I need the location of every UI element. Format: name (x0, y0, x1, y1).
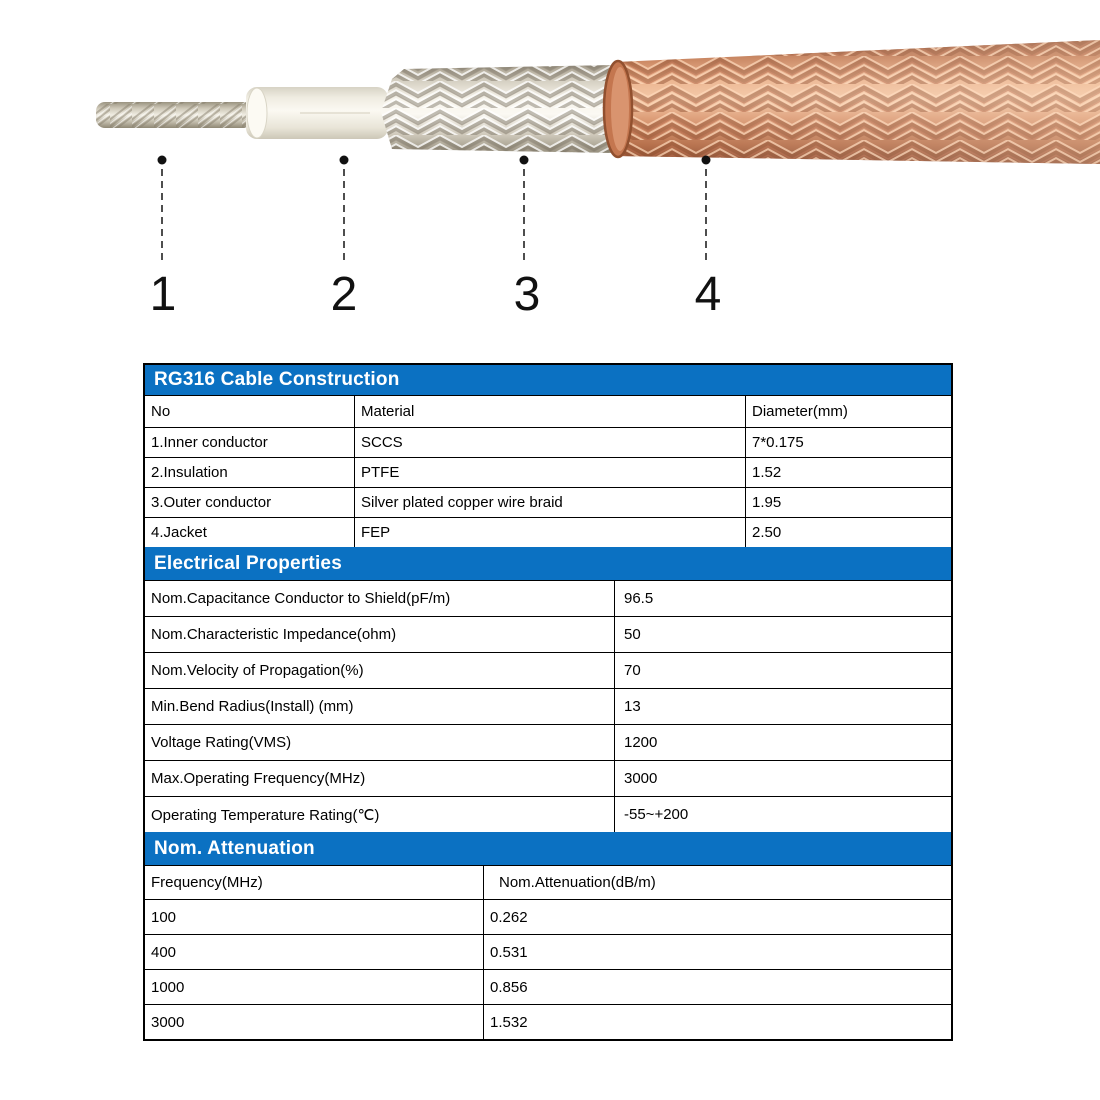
electrical-property-name: Nom.Characteristic Impedance(ohm) (151, 626, 397, 643)
construction-cell-no: 4.Jacket (151, 524, 207, 541)
attenuation-value: 0.856 (483, 970, 951, 1004)
callouts (150, 156, 722, 322)
attenuation-row (145, 969, 951, 1004)
electrical-property-value: -55~+200 (614, 797, 951, 832)
outer-conductor-braid-photo (381, 65, 616, 153)
callout-number: 4 (694, 268, 722, 321)
electrical-property-name: Operating Temperature Rating(℃) (151, 806, 380, 824)
construction-section-header: RG316 Cable Construction (145, 365, 951, 395)
electrical-section-header: Electrical Properties (145, 547, 951, 580)
construction-row (145, 517, 951, 547)
callout-dot (702, 156, 711, 165)
construction-cell-diameter: 1.95 (745, 488, 951, 517)
attenuation-value: 0.531 (483, 935, 951, 969)
electrical-property-value: 50 (614, 617, 951, 652)
electrical-row (145, 580, 951, 616)
attenuation-value: 0.262 (483, 900, 951, 934)
electrical-property-value: 70 (614, 653, 951, 688)
construction-header-row (145, 395, 951, 427)
electrical-property-value: 96.5 (614, 581, 951, 616)
construction-cell-material: PTFE (354, 458, 745, 487)
callout-number: 1 (149, 268, 177, 321)
construction-row (145, 457, 951, 487)
inner-conductor-photo (96, 102, 258, 128)
construction-cell-diameter: 1.52 (745, 458, 951, 487)
attenuation-frequency: 1000 (151, 978, 185, 996)
construction-col-diameter: Diameter(mm) (745, 396, 951, 427)
electrical-property-name: Nom.Capacitance Conductor to Shield(pF/m) (151, 590, 451, 607)
callout-dot (520, 156, 529, 165)
attenuation-value: 1.532 (483, 1005, 951, 1039)
cable-photo (0, 0, 1100, 340)
attenuation-row (145, 934, 951, 969)
attenuation-frequency: 3000 (151, 1013, 185, 1031)
attenuation-col-frequency: Frequency(MHz) (151, 874, 263, 891)
insulation-photo (246, 87, 388, 139)
construction-col-no: No (151, 403, 171, 420)
electrical-row (145, 652, 951, 688)
construction-col-material: Material (354, 396, 745, 427)
electrical-property-name: Voltage Rating(VMS) (151, 734, 292, 751)
attenuation-row (145, 1004, 951, 1039)
attenuation-frequency: 100 (151, 908, 177, 926)
electrical-property-name: Min.Bend Radius(Install) (mm) (151, 698, 354, 715)
attenuation-header-row (145, 865, 951, 899)
construction-cell-no: 2.Insulation (151, 464, 228, 481)
callout-number: 3 (513, 268, 541, 321)
electrical-row (145, 724, 951, 760)
construction-cell-diameter: 2.50 (745, 518, 951, 547)
electrical-property-name: Nom.Velocity of Propagation(%) (151, 662, 364, 679)
callout-dot (158, 156, 167, 165)
construction-row (145, 487, 951, 517)
electrical-property-name: Max.Operating Frequency(MHz) (151, 770, 366, 787)
attenuation-col-value: Nom.Attenuation(dB/m) (483, 866, 951, 899)
electrical-property-value: 1200 (614, 725, 951, 760)
callout-dot (340, 156, 349, 165)
electrical-property-value: 3000 (614, 761, 951, 796)
jacket-photo (604, 40, 1100, 164)
electrical-row (145, 616, 951, 652)
callout-number: 2 (330, 268, 358, 321)
construction-cell-no: 1.Inner conductor (151, 434, 268, 451)
electrical-row (145, 688, 951, 724)
electrical-property-value: 13 (614, 689, 951, 724)
construction-cell-material: SCCS (354, 428, 745, 457)
attenuation-section-header: Nom. Attenuation (145, 832, 951, 865)
construction-cell-material: Silver plated copper wire braid (354, 488, 745, 517)
electrical-row (145, 760, 951, 796)
attenuation-frequency: 400 (151, 943, 177, 961)
attenuation-row (145, 899, 951, 934)
construction-cell-diameter: 7*0.175 (745, 428, 951, 457)
construction-cell-material: FEP (354, 518, 745, 547)
construction-cell-no: 3.Outer conductor (151, 494, 272, 511)
construction-row (145, 427, 951, 457)
spec-tables (143, 363, 953, 1041)
electrical-row (145, 796, 951, 832)
